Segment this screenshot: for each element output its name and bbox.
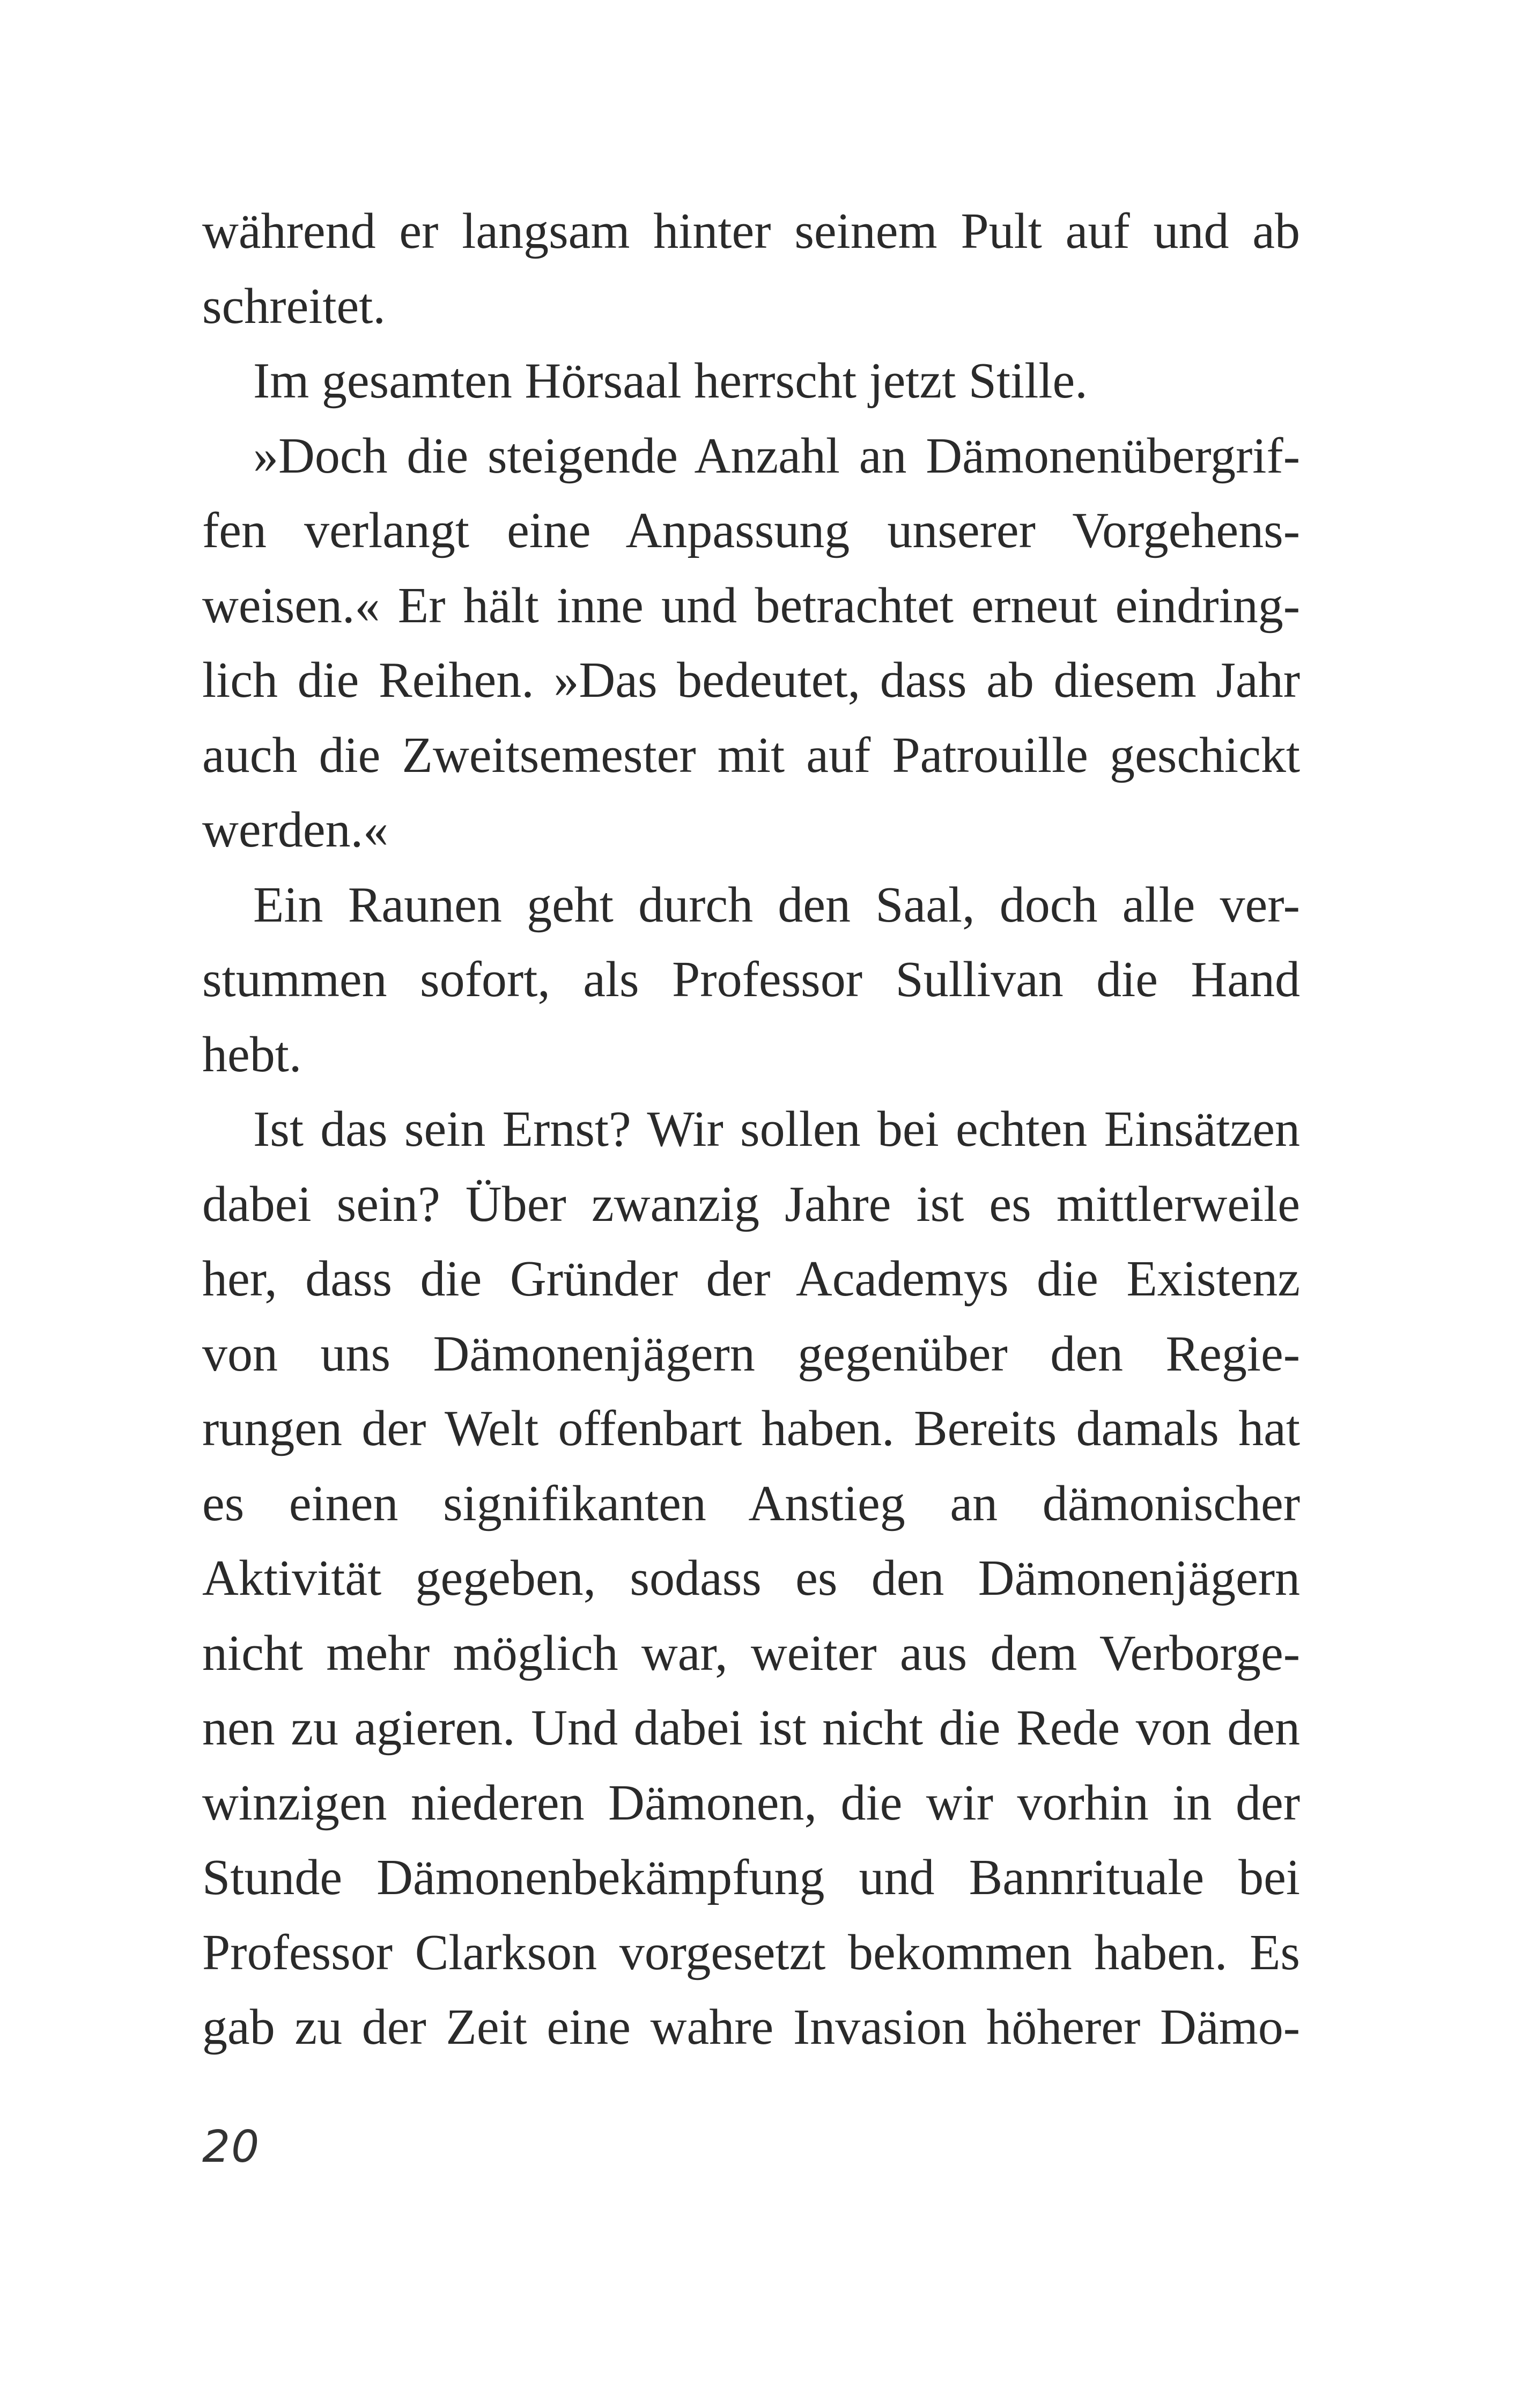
text-line: Ein Raunen geht durch den Saal, doch alle ver- <box>253 877 1300 933</box>
text-line: dabei sein? Über zwanzig Jahre ist es mittlerweile <box>202 1176 1300 1232</box>
text-line: winzigen niederen Dämonen, die wir vorhin in der <box>202 1774 1300 1831</box>
text-line: Aktivität gegeben, sodass es den Dämonenjägern <box>202 1550 1300 1606</box>
text-line: nicht mehr möglich war, weiter aus dem Verborge- <box>202 1625 1300 1681</box>
text-line: weisen.« Er hält inne und betrachtet erneut eindring- <box>202 577 1300 634</box>
text-line: Professor Clarkson vorgesetzt bekommen haben. Es <box>202 1924 1300 1980</box>
text-line: fen verlangt eine Anpassung unserer Vorgehens- <box>202 503 1300 558</box>
text-line: nen zu agieren. Und dabei ist nicht die Rede von den <box>202 1700 1300 1756</box>
page-number: 20 <box>202 2122 261 2173</box>
text-line: Ist das sein Ernst? Wir sollen bei echten Einsätzen <box>253 1101 1300 1157</box>
text-line: lich die Reihen. »Das bedeutet, dass ab diesem Jahr <box>202 652 1300 708</box>
text-line: gab zu der Zeit eine wahre Invasion höherer Dämo- <box>202 1999 1300 2055</box>
text-line: werden.« <box>202 802 389 858</box>
body-text <box>202 194 1300 2065</box>
text-line: schreitet. <box>202 278 386 334</box>
text-line: auch die Zweitsemester mit auf Patrouille geschickt <box>202 727 1300 783</box>
text-line: es einen signifikanten Anstieg an dämonischer <box>202 1475 1300 1531</box>
text-line: von uns Dämonenjägern gegenüber den Regie- <box>202 1325 1300 1382</box>
text-line: Im gesamten Hörsaal herrscht jetzt Stille. <box>253 353 1088 409</box>
text-line: während er langsam hinter seinem Pult auf und ab <box>202 203 1300 259</box>
text-line: her, dass die Gründer der Academys die Existenz <box>202 1251 1300 1307</box>
text-line: »Doch die steigende Anzahl an Dämonenübergrif- <box>253 428 1300 484</box>
text-line: Stunde Dämonenbekämpfung und Bannrituale bei <box>202 1850 1300 1905</box>
text-line: stummen sofort, als Professor Sullivan die Hand <box>202 952 1300 1007</box>
text-line: hebt. <box>202 1026 302 1083</box>
text-line: rungen der Welt offenbart haben. Bereits damals hat <box>202 1401 1300 1456</box>
